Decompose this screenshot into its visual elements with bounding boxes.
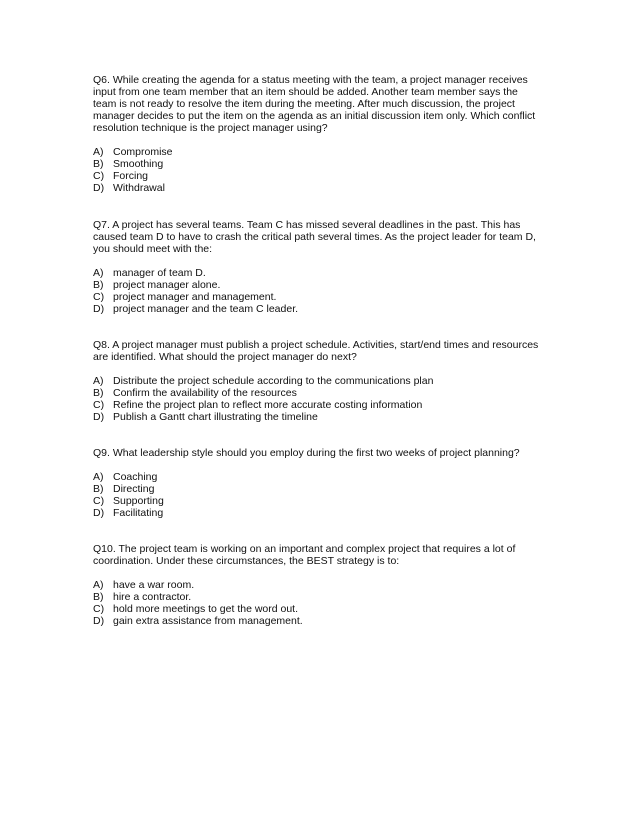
question-text-line: caused team D to have to crash the critical path several times. As the project leader for team D, xyxy=(93,231,536,243)
option-text: Directing xyxy=(113,483,155,495)
option-text: Compromise xyxy=(113,146,173,158)
option-letter: A) xyxy=(93,471,104,483)
question-text-line: input from one team member that an item should be added. Another team member says the xyxy=(93,86,518,98)
answer-option xyxy=(93,182,548,194)
option-letter: A) xyxy=(93,375,104,387)
option-letter: B) xyxy=(93,483,104,495)
answer-option xyxy=(93,591,548,603)
option-text: have a war room. xyxy=(113,579,195,591)
answer-option xyxy=(93,279,548,291)
question-text-line: manager decides to put the item on the agenda as an initial discussion item only. Which conflict xyxy=(93,110,536,122)
question-text-line: resolution technique is the project manager using? xyxy=(93,122,328,134)
option-letter: B) xyxy=(93,279,104,291)
question-stem xyxy=(93,74,548,134)
option-text: project manager alone. xyxy=(113,279,221,291)
question-text-line: coordination. Under these circumstances, the BEST strategy is to: xyxy=(93,555,400,567)
answer-option xyxy=(93,146,548,158)
answer-option xyxy=(93,158,548,170)
option-letter: D) xyxy=(93,507,105,519)
option-text: Publish a Gantt chart illustrating the timeline xyxy=(113,411,318,423)
option-text: Facilitating xyxy=(113,507,164,519)
option-letter: C) xyxy=(93,170,105,182)
option-letter: C) xyxy=(93,603,105,615)
answer-option xyxy=(93,471,548,483)
option-text: manager of team D. xyxy=(113,267,206,279)
question-text-line: Q9. What leadership style should you employ during the first two weeks of project planning? xyxy=(93,447,520,459)
option-text: Withdrawal xyxy=(113,182,165,194)
answer-option xyxy=(93,170,548,182)
question-text-line: team is not ready to resolve the item during the meeting. After much discussion, the project xyxy=(93,98,515,110)
question-text-line: Q8. A project manager must publish a project schedule. Activities, start/end times and resources xyxy=(93,339,539,351)
question-q6 xyxy=(93,74,548,194)
answer-option xyxy=(93,507,548,519)
question-stem xyxy=(93,447,548,459)
option-text: Supporting xyxy=(113,495,164,507)
answer-option xyxy=(93,303,548,315)
option-text: Distribute the project schedule according to the communications plan xyxy=(113,375,434,387)
answer-option xyxy=(93,387,548,399)
option-text: Refine the project plan to reflect more accurate costing information xyxy=(113,399,423,411)
answer-option xyxy=(93,579,548,591)
option-letter: C) xyxy=(93,495,105,507)
answer-option xyxy=(93,375,548,387)
option-letter: B) xyxy=(93,591,104,603)
option-text: project manager and the team C leader. xyxy=(113,303,299,315)
answer-option xyxy=(93,615,548,627)
option-letter: B) xyxy=(93,387,104,399)
option-text: Smoothing xyxy=(113,158,164,170)
option-letter: D) xyxy=(93,182,105,194)
question-text-line: Q6. While creating the agenda for a status meeting with the team, a project manager receives xyxy=(93,74,528,86)
option-text: Coaching xyxy=(113,471,158,483)
answer-options xyxy=(93,375,548,423)
question-q7 xyxy=(93,219,548,315)
answer-option xyxy=(93,399,548,411)
option-letter: D) xyxy=(93,615,105,627)
option-text: Forcing xyxy=(113,170,149,182)
question-q10 xyxy=(93,543,548,627)
option-text: project manager and management. xyxy=(113,291,277,303)
answer-options xyxy=(93,579,548,627)
answer-option xyxy=(93,495,548,507)
option-text: Confirm the availability of the resources xyxy=(113,387,297,399)
option-letter: A) xyxy=(93,146,104,158)
question-stem xyxy=(93,219,548,255)
option-text: hold more meetings to get the word out. xyxy=(113,603,299,615)
answer-options xyxy=(93,471,548,519)
option-text: gain extra assistance from management. xyxy=(113,615,303,627)
question-text-line: Q10. The project team is working on an important and complex project that requires a lot of xyxy=(93,543,516,555)
question-text-line: are identified. What should the project manager do next? xyxy=(93,351,357,363)
question-text-line: you should meet with the: xyxy=(93,243,213,255)
question-stem xyxy=(93,543,548,567)
answer-option xyxy=(93,411,548,423)
answer-option xyxy=(93,291,548,303)
option-letter: A) xyxy=(93,267,104,279)
answer-option xyxy=(93,267,548,279)
question-stem xyxy=(93,339,548,363)
option-letter: D) xyxy=(93,303,105,315)
question-q9 xyxy=(93,447,548,519)
answer-option xyxy=(93,483,548,495)
option-letter: D) xyxy=(93,411,105,423)
question-q8 xyxy=(93,339,548,423)
option-letter: B) xyxy=(93,158,104,170)
option-letter: C) xyxy=(93,291,105,303)
option-text: hire a contractor. xyxy=(113,591,192,603)
option-letter: A) xyxy=(93,579,104,591)
answer-options xyxy=(93,146,548,194)
answer-options xyxy=(93,267,548,315)
answer-option xyxy=(93,603,548,615)
option-letter: C) xyxy=(93,399,105,411)
question-text-line: Q7. A project has several teams. Team C has missed several deadlines in the past. This has xyxy=(93,219,521,231)
